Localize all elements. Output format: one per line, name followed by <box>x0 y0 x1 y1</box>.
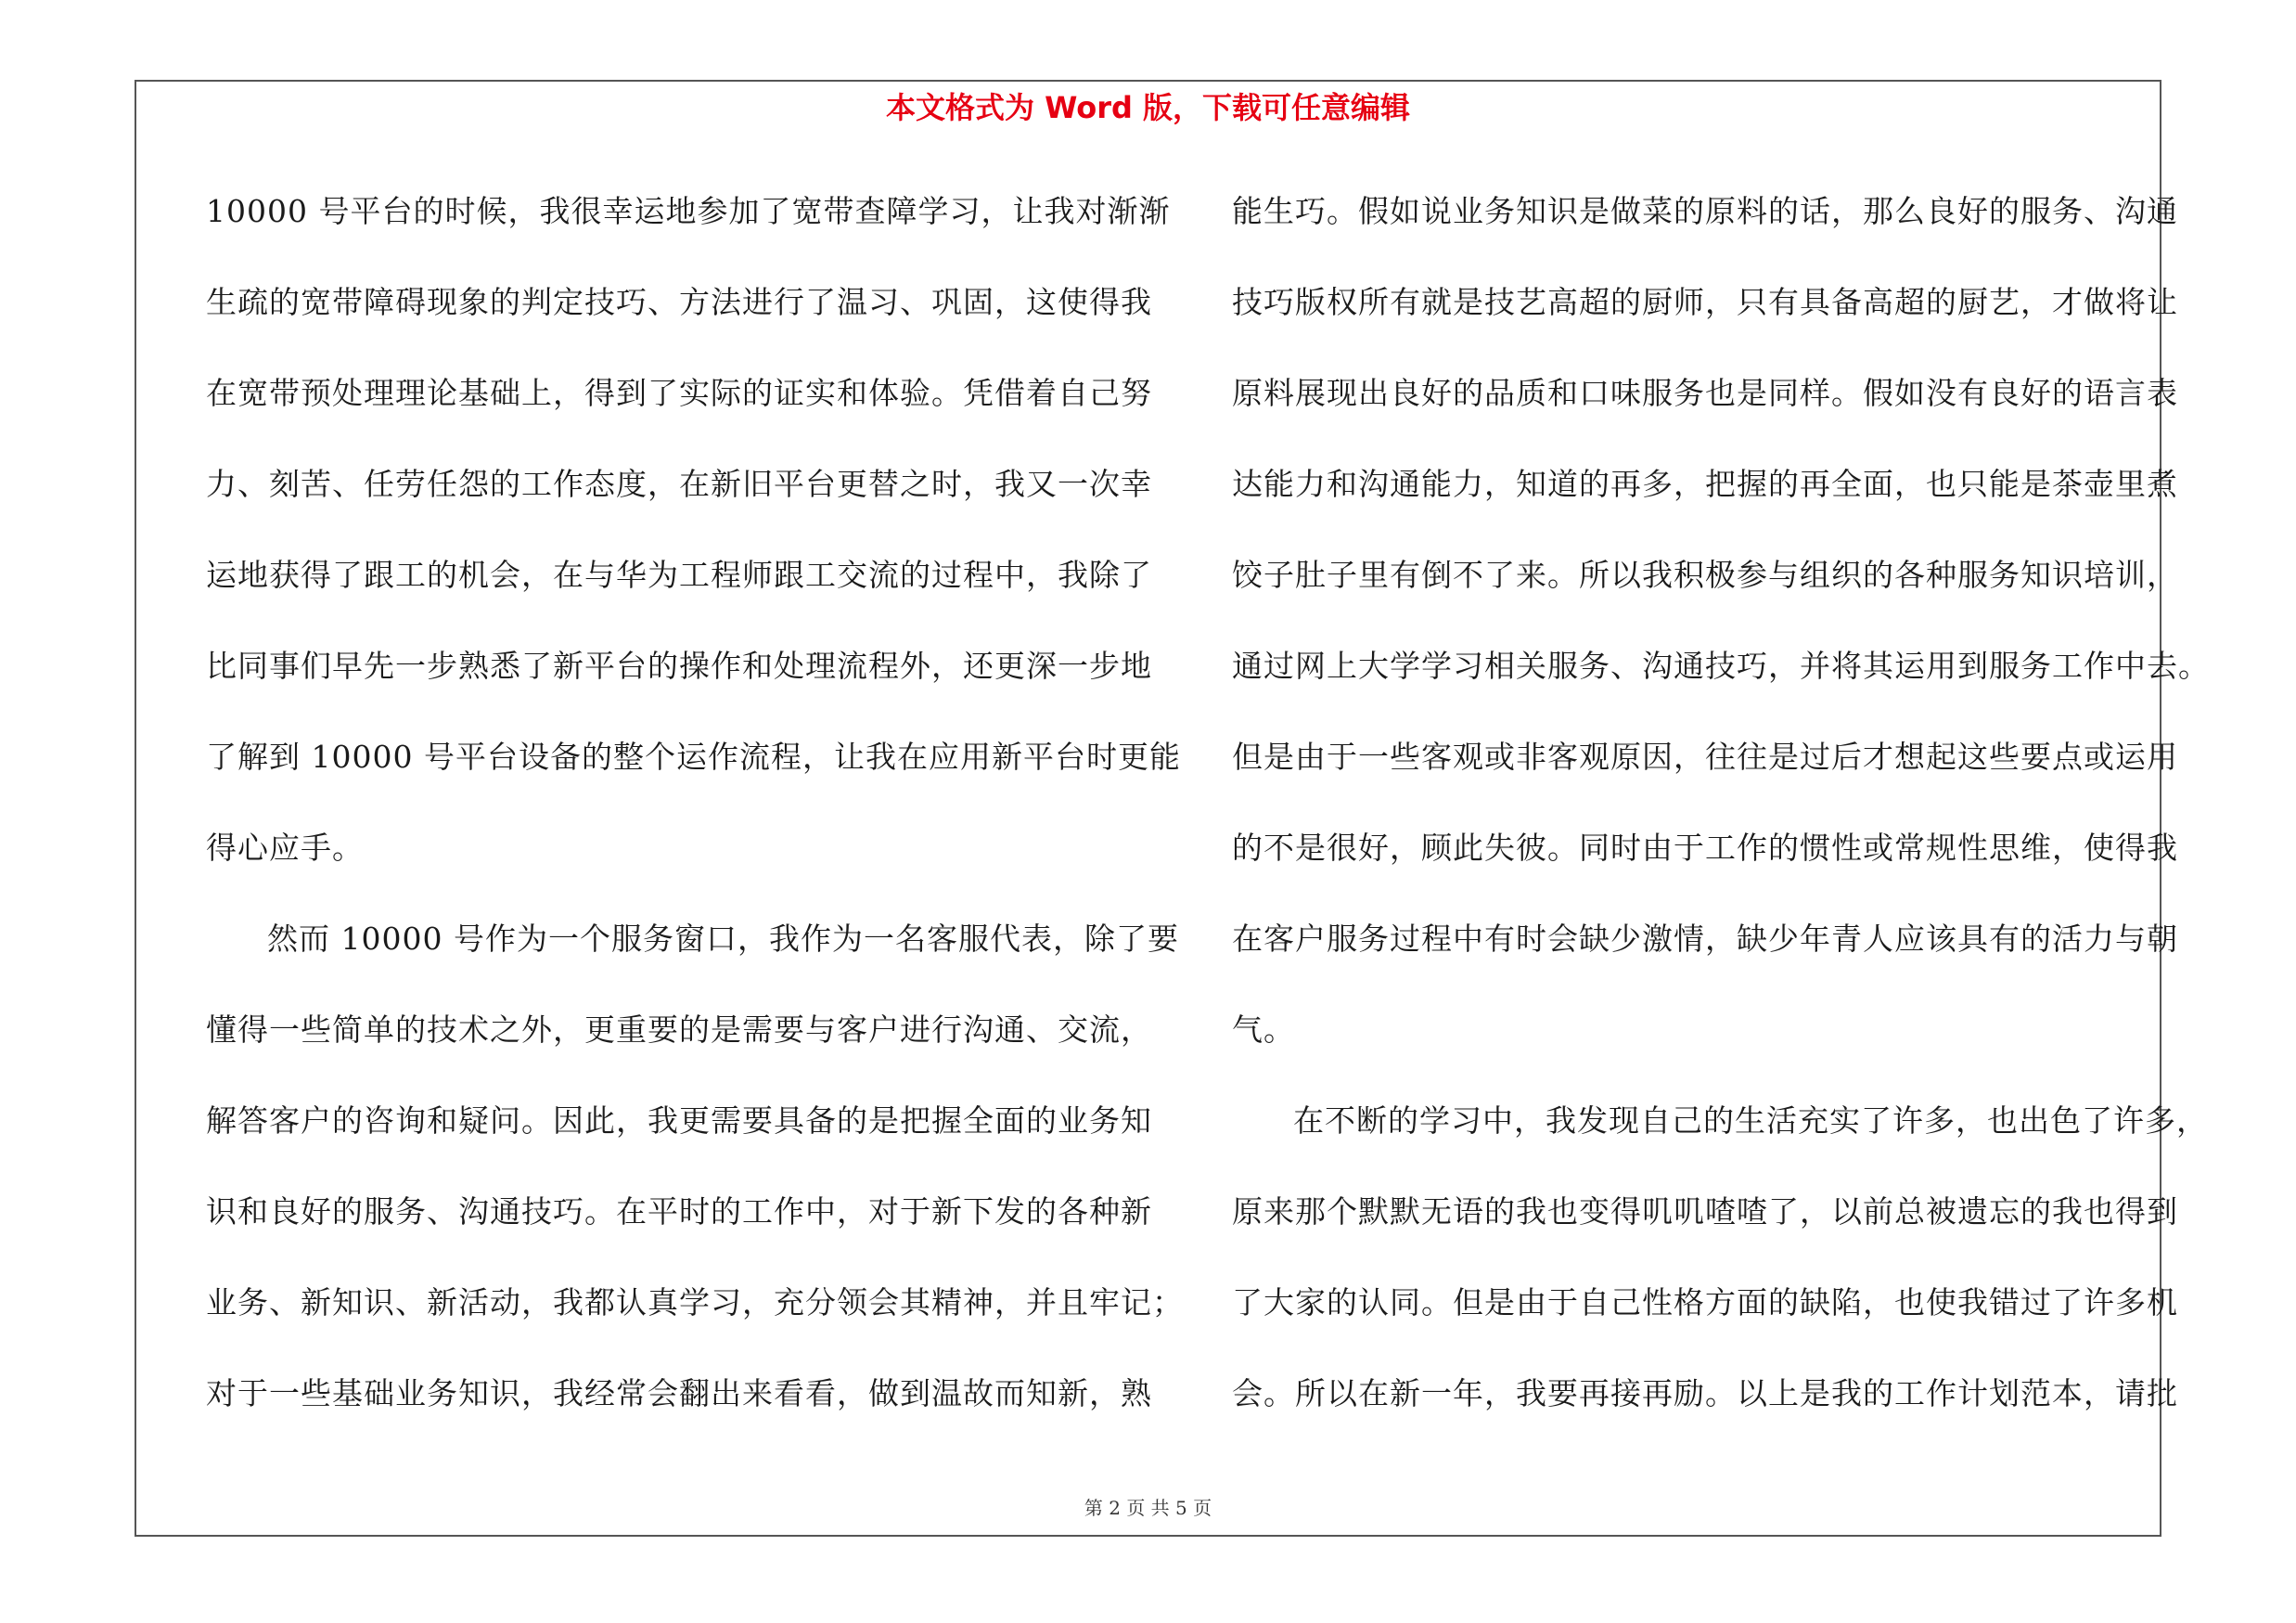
right-column <box>1232 184 2210 1457</box>
right-line-6: 通过网上大学学习相关服务、沟通技巧，并将其运用到服务工作中去。 <box>1232 648 2210 684</box>
left-line-13: 业务、新知识、新活动，我都认真学习，充分领会其精神，并且牢记； <box>206 1284 1184 1320</box>
page-number-footer: 第 2 页 共 5 页 <box>1084 1497 1212 1519</box>
left-line-12: 识和良好的服务、沟通技巧。在平时的工作中，对于新下发的各种新 <box>206 1193 1152 1230</box>
left-line-14: 对于一些基础业务知识，我经常会翻出来看看，做到温故而知新，熟 <box>206 1375 1152 1411</box>
left-line-2: 生疏的宽带障碍现象的判定技巧、方法进行了温习、巩固，这使得我 <box>206 284 1152 320</box>
left-column <box>206 184 1184 1457</box>
right-line-1: 能生巧。假如说业务知识是做菜的原料的话，那么良好的服务、沟通 <box>1232 193 2178 229</box>
left-line-1: 10000 号平台的时候，我很幸运地参加了宽带查障学习，让我对渐渐 <box>206 193 1171 229</box>
right-line-14: 会。所以在新一年，我要再接再励。以上是我的工作计划范本，请批 <box>1232 1375 2178 1411</box>
right-line-11: 在不断的学习中，我发现自己的生活充实了许多，也出色了许多， <box>1293 1102 2208 1139</box>
left-line-10: 懂得一些简单的技术之外，更重要的是需要与客户进行沟通、交流， <box>206 1011 1152 1048</box>
left-line-7: 了解到 10000 号平台设备的整个运作流程，让我在应用新平台时更能 <box>206 739 1181 775</box>
format-banner: 本文格式为 Word 版，下载可任意编辑 <box>885 90 1411 125</box>
right-line-9: 在客户服务过程中有时会缺少激情，缺少年青人应该具有的活力与朝 <box>1232 921 2178 957</box>
right-line-8: 的不是很好，顾此失彼。同时由于工作的惯性或常规性思维，使得我 <box>1232 830 2178 866</box>
right-line-12: 原来那个默默无语的我也变得叽叽喳喳了，以前总被遗忘的我也得到 <box>1232 1193 2178 1230</box>
right-line-4: 达能力和沟通能力，知道的再多，把握的再全面，也只能是茶壶里煮 <box>1232 466 2178 502</box>
left-line-4: 力、刻苦、任劳任怨的工作态度，在新旧平台更替之时，我又一次幸 <box>206 466 1152 502</box>
left-line-5: 运地获得了跟工的机会，在与华为工程师跟工交流的过程中，我除了 <box>206 557 1152 593</box>
right-line-13: 了大家的认同。但是由于自己性格方面的缺陷，也使我错过了许多机 <box>1232 1284 2178 1320</box>
right-line-7: 但是由于一些客观或非客观原因，往往是过后才想起这些要点或运用 <box>1232 739 2178 775</box>
left-line-6: 比同事们早先一步熟悉了新平台的操作和处理流程外，还更深一步地 <box>206 648 1152 684</box>
left-line-8: 得心应手。 <box>206 830 364 866</box>
right-line-10: 气。 <box>1232 1011 1295 1048</box>
left-line-3: 在宽带预处理理论基础上，得到了实际的证实和体验。凭借着自己努 <box>206 375 1152 411</box>
left-line-11: 解答客户的咨询和疑问。因此，我更需要具备的是把握全面的业务知 <box>206 1102 1152 1139</box>
right-line-3: 原料展现出良好的品质和口味服务也是同样。假如没有良好的语言表 <box>1232 375 2178 411</box>
right-line-5: 饺子肚子里有倒不了来。所以我积极参与组织的各种服务知识培训， <box>1232 557 2178 593</box>
left-line-9: 然而 10000 号作为一个服务窗口，我作为一名客服代表，除了要 <box>267 921 1179 957</box>
right-line-2: 技巧版权所有就是技艺高超的厨师，只有具备高超的厨艺，才做将让 <box>1232 284 2178 320</box>
